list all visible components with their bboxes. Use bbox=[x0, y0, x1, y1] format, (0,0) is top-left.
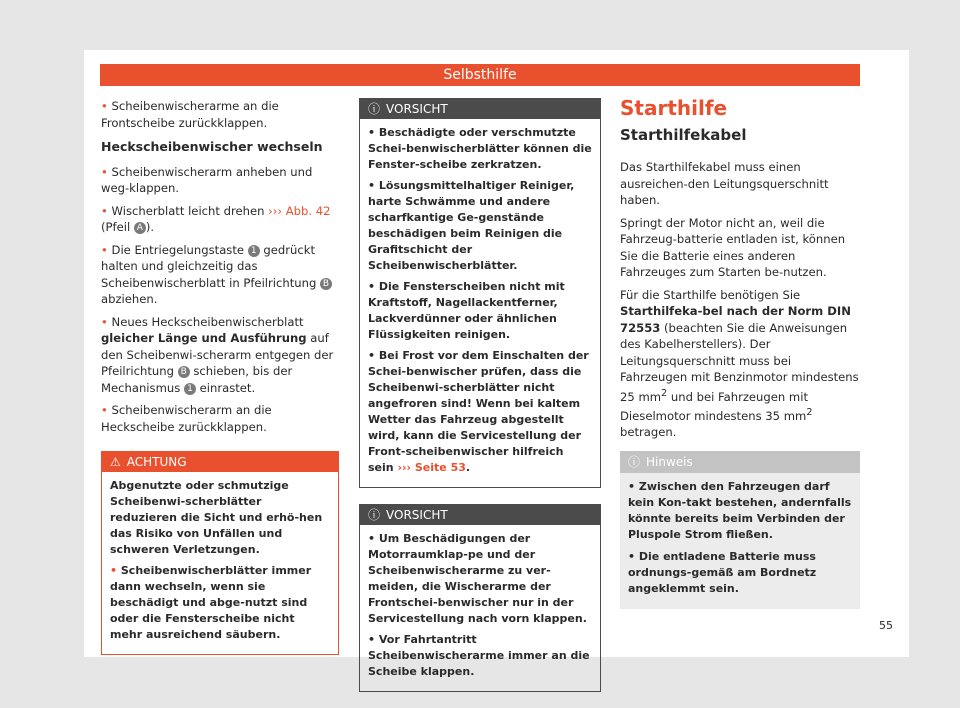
marker-1-icon: 1 bbox=[184, 383, 196, 395]
figure-link[interactable]: ››› Abb. 42 bbox=[268, 203, 331, 218]
marker-1-icon: 1 bbox=[248, 245, 260, 257]
caution-text: Die Fensterscheiben nicht mit Kraftstoff, Nagellackentferner, Lackverdünner oder ähnlichen Flüssigkeiten reinigen. bbox=[368, 280, 565, 341]
note-icon: ⓘ bbox=[628, 454, 641, 469]
bullet-icon: • bbox=[101, 203, 108, 218]
bullet-icon: • bbox=[368, 633, 376, 646]
marker-b-icon: B bbox=[320, 278, 332, 290]
warning-triangle-icon: ⚠ bbox=[110, 455, 121, 469]
superscript: 2 bbox=[661, 387, 668, 399]
list-item-text: schieben, bis der Mechanismus bbox=[101, 364, 293, 395]
note-box bbox=[620, 451, 860, 609]
caution-text: Beschädigte oder verschmutzte Schei-benwischerblätter können die Fenster-scheibe zerkratzen. bbox=[368, 126, 592, 171]
bullet-icon: • bbox=[368, 280, 376, 293]
paragraph: Springt der Motor nicht an, weil die Fahrzeug-batterie entladen ist, können Sie die Batterie eines anderen Fahrzeuges zum Starten be-nutzen. bbox=[620, 215, 846, 279]
list-item-text: Scheibenwischerarme an die Frontscheibe zurückklappen. bbox=[101, 99, 279, 130]
caution-header bbox=[360, 505, 600, 525]
paragraph: Das Starthilfekabel muss einen ausreichen-den Leitungsquerschnitt haben. bbox=[620, 160, 829, 207]
marker-b-icon: B bbox=[178, 366, 190, 378]
list-item-text: ). bbox=[145, 220, 155, 234]
note-body bbox=[620, 473, 860, 609]
list-item-text: auf den Scheibenwi-scherarm entgegen der Pfeilrichtung bbox=[101, 331, 334, 378]
warning-title: ACHTUNG bbox=[126, 455, 187, 469]
bullet-icon: • bbox=[368, 349, 376, 362]
caution-list-item bbox=[368, 348, 592, 476]
bullet-icon: • bbox=[368, 532, 376, 545]
caution-list-item bbox=[368, 531, 592, 627]
caution-body bbox=[360, 119, 600, 487]
warning-body bbox=[102, 472, 338, 654]
list-item bbox=[101, 242, 339, 308]
section-header: Selbsthilfe bbox=[100, 64, 860, 86]
caution-text: Lösungsmittelhaltiger Reiniger, harte Schwämme und andere scharfkantige Ge-genstände beschädigen beim Reinigen die Grafitschicht der Scheibenwischerblätter. bbox=[368, 179, 575, 272]
list-item bbox=[101, 98, 339, 131]
note-text: Die entladene Batterie muss ordnungs-gemäß am Bordnetz angeklemmt sein. bbox=[628, 549, 817, 595]
warning-box bbox=[101, 451, 339, 655]
caution-box bbox=[359, 504, 601, 692]
caution-text: Bei Frost vor dem Einschalten der Schei-benwischer prüfen, dass die Scheibenwi-scherblätter nicht angefroren sind! Wenn bei kaltem Wetter das Fahrzeug abgestellt wird, kann die Servicestellung der Front-scheibenwischer hilfreich sein bbox=[368, 349, 589, 474]
caution-list-item bbox=[368, 632, 592, 680]
caution-header bbox=[360, 99, 600, 119]
column-right bbox=[620, 98, 860, 609]
emphasis-text: Starthilfeka-bel nach der Norm DIN 72553 bbox=[620, 304, 851, 335]
caution-title: VORSICHT bbox=[386, 102, 448, 116]
caution-list-item bbox=[368, 125, 592, 173]
caution-list-item bbox=[368, 178, 592, 274]
paragraph bbox=[620, 287, 860, 441]
list-item-text: abziehen. bbox=[101, 292, 158, 306]
note-text: Zwischen den Fahrzeugen darf kein Kon-takt bestehen, andernfalls könnte bereits beim Verbinden der Pluspole Strom fließen. bbox=[628, 479, 852, 541]
section-heading: Heckscheibenwischer wechseln bbox=[101, 139, 323, 154]
bullet-icon: • bbox=[101, 403, 108, 417]
bullet-icon: • bbox=[101, 242, 108, 257]
bullet-icon: • bbox=[368, 179, 376, 192]
paragraph-text: betragen. bbox=[620, 425, 677, 440]
note-title: Hinweis bbox=[646, 454, 693, 469]
caution-text: . bbox=[465, 461, 471, 474]
list-item-text: Scheibenwischerarm an die Heckscheibe zurückklappen. bbox=[101, 403, 272, 434]
caution-box bbox=[359, 98, 601, 488]
info-circle-icon: ⓘ bbox=[368, 102, 381, 116]
list-item-text: Neues Heckscheibenwischerblatt bbox=[111, 314, 304, 329]
note-header bbox=[620, 451, 860, 473]
list-item-text: Die Entriegelungstaste bbox=[111, 242, 248, 257]
list-item bbox=[101, 314, 339, 397]
list-item-text: (Pfeil bbox=[101, 220, 134, 234]
page-link[interactable]: ››› Seite 53 bbox=[397, 461, 466, 474]
section-subtitle: Starthilfekabel bbox=[620, 125, 747, 144]
list-item-text: gedrückt halten und gleichzeitig das Scheibenwischerblatt in Pfeilrichtung bbox=[101, 242, 321, 290]
marker-a-icon: A bbox=[134, 222, 146, 234]
paragraph-text: (beachten Sie die Anweisungen des Kabelherstellers). Der Leitungsquerschnitt muss bei Fahrzeugen mit Benzinmotor mindestens 25 mm bbox=[620, 320, 859, 404]
list-item bbox=[101, 402, 339, 435]
column-middle bbox=[359, 98, 601, 692]
paragraph-text: Für die Starthilfe benötigen Sie bbox=[620, 287, 801, 302]
bullet-icon: • bbox=[368, 126, 376, 139]
bullet-icon: • bbox=[628, 479, 636, 493]
caution-list-item bbox=[368, 279, 592, 343]
superscript: 2 bbox=[806, 406, 813, 418]
caution-text: Vor Fahrtantritt Scheibenwischerarme immer an die Scheibe klappen. bbox=[368, 633, 590, 678]
list-item-text: einrastet. bbox=[195, 380, 256, 395]
caution-title: VORSICHT bbox=[386, 508, 448, 522]
warning-text: Scheibenwischerblätter immer dann wechseln, wenn sie beschädigt und abge-nutzt sind oder die Fensterscheibe nicht mehr ausreichend säubern. bbox=[110, 564, 312, 641]
page-number: 55 bbox=[879, 619, 893, 632]
warning-text: Abgenutzte oder schmutzige Scheibenwi-scherblätter reduzieren die Sicht und erhö-hen das Risiko von Unfällen und schweren Verletzungen. bbox=[110, 479, 323, 556]
caution-body bbox=[360, 525, 600, 691]
list-item-text: Scheibenwischerarm anheben und weg-klappen. bbox=[101, 164, 313, 195]
list-item-text: Wischerblatt leicht drehen bbox=[111, 203, 269, 218]
chapter-title: Starthilfe bbox=[620, 96, 728, 120]
column-left bbox=[101, 98, 339, 655]
note-list-item bbox=[628, 479, 852, 543]
bullet-icon: • bbox=[110, 564, 118, 577]
bullet-icon: • bbox=[101, 99, 108, 113]
warning-list-item bbox=[110, 563, 330, 643]
list-item bbox=[101, 164, 339, 197]
bullet-icon: • bbox=[101, 164, 108, 179]
bullet-icon: • bbox=[628, 549, 636, 563]
paragraph-text: und bei Fahrzeugen mit Dieselmotor mindestens 35 mm bbox=[620, 389, 808, 423]
emphasis-text: gleicher Länge und Ausführung bbox=[101, 331, 307, 345]
list-item bbox=[101, 203, 339, 236]
note-list-item bbox=[628, 549, 852, 597]
caution-text: Um Beschädigungen der Motorraumklap-pe und der Scheibenwischerarme zu ver-meiden, die Wischerarme der Frontschei-benwischer nur in der Servicestellung nach vorn klappen. bbox=[368, 532, 587, 625]
bullet-icon: • bbox=[101, 314, 108, 329]
warning-header bbox=[102, 452, 338, 472]
info-circle-icon: ⓘ bbox=[368, 508, 381, 522]
